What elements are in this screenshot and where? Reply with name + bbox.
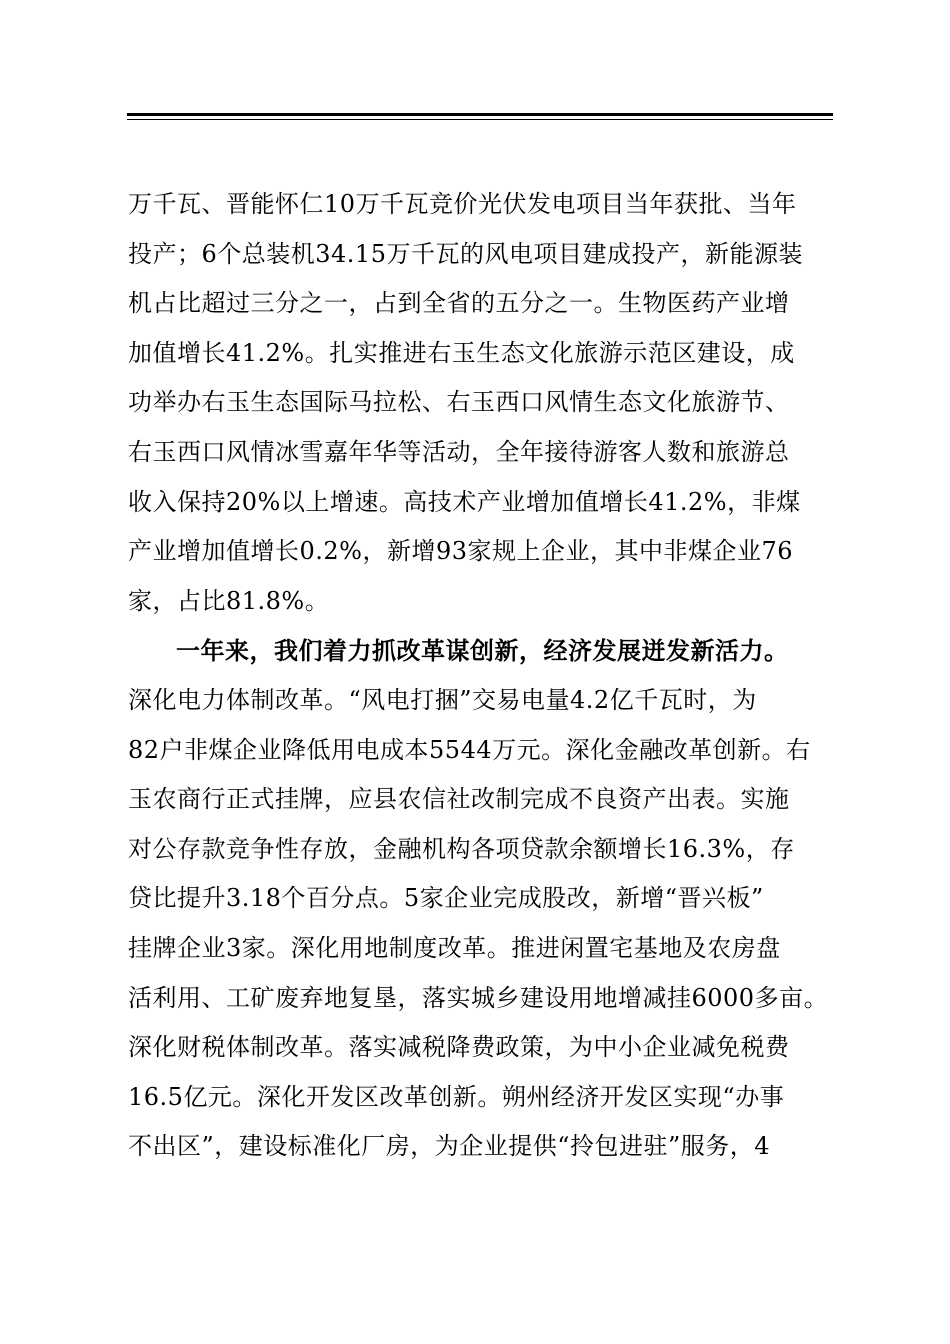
- header-double-rule-bottom: [127, 119, 833, 120]
- text-line: 万千瓦、晋能怀仁10万千瓦竞价光伏发电项目当年获批、当年: [128, 190, 797, 218]
- text-line: 16.5亿元。深化开发区改革创新。朔州经济开发区实现“办事: [128, 1082, 785, 1111]
- header-double-rule-top: [127, 113, 833, 116]
- text-line: 不出区”，建设标准化厂房，为企业提供“拎包进驻”服务，4: [128, 1132, 771, 1161]
- text-line: 右玉西口风情冰雪嘉年华等活动，全年接待游客人数和旅游总: [128, 437, 790, 466]
- text-line: 玉农商行正式挂牌，应县农信社改制完成不良资产出表。实施: [128, 785, 790, 814]
- document-body: [128, 180, 838, 1172]
- text-line: 对公存款竞争性存放，金融机构各项贷款余额增长16.3%，存: [128, 834, 795, 863]
- text-line: 家，占比81.8%。: [128, 586, 330, 615]
- text-line: 产业增加值增长0.2%，新增93家规上企业，其中非煤企业76: [128, 537, 794, 566]
- text-line: 加值增长41.2%。扎实推进右玉生态文化旅游示范区建设，成: [128, 338, 795, 367]
- text-line: 活利用、工矿废弃地复垦，落实城乡建设用地增减挂6000多亩。: [128, 983, 829, 1012]
- text-line: 贷比提升3.18个百分点。5家企业完成股改，新增“晋兴板”: [128, 884, 764, 913]
- text-line: 功举办右玉生态国际马拉松、右玉西口风情生态文化旅游节、: [128, 388, 790, 417]
- text-line: 挂牌企业3家。深化用地制度改革。推进闲置宅基地及农房盘: [128, 933, 781, 962]
- text-line: 82户非煤企业降低用电成本5544万元。深化金融改革创新。右: [128, 735, 811, 764]
- text-line: 深化财税体制改革。落实减税降费政策，为中小企业减免税费: [128, 1033, 790, 1062]
- text-line: 机占比超过三分之一，占到全省的五分之一。生物医药产业增: [128, 289, 790, 318]
- text-line: 收入保持20%以上增速。高技术产业增加值增长41.2%，非煤: [128, 487, 801, 516]
- text-line: 深化电力体制改革。“风电打捆”交易电量4.2亿千瓦时，为: [128, 685, 757, 714]
- text-line: 投产；6个总装机34.15万千瓦的风电项目建成投产，新能源装: [128, 239, 803, 268]
- paragraph-lead-sentence: 一年来，我们着力抓改革谋创新，经济发展迸发新活力。: [176, 636, 789, 666]
